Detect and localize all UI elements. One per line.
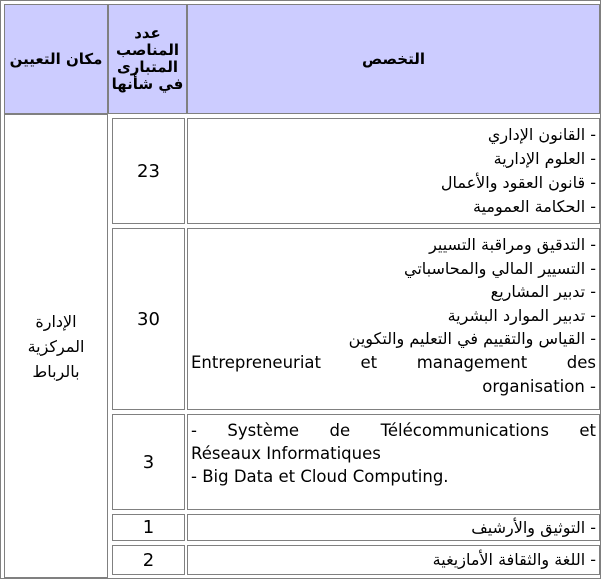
row-count (112, 228, 185, 410)
header-specialty (187, 4, 600, 114)
place-line: بالرباط (32, 361, 80, 381)
specialty-item: - التوثيق والأرشيف (471, 518, 596, 537)
place-line: المركزية (27, 336, 85, 356)
specialty-item: - الحكامة العمومية (473, 197, 596, 216)
place-line: الإدارة (35, 311, 77, 331)
header-place-label: مكان التعيين (9, 50, 103, 68)
specialty-item: - القانون الإداري (487, 125, 596, 144)
specialty-item: - تدبير الموارد البشرية (447, 305, 596, 325)
header-count-line: في شأنها (111, 75, 184, 93)
row-specialties (187, 228, 600, 410)
specialty-item: - التدقيق ومراقبة التسيير (429, 235, 596, 254)
header-count-line: المناصب (116, 41, 179, 59)
row-count-value: 1 (142, 517, 155, 538)
row-specialties (187, 545, 600, 575)
specialty-item: - التسيير المالي والمحاسباتي (404, 258, 596, 278)
row-count (112, 118, 185, 224)
specialty-item-fr: - Big Data et Cloud Computing. (191, 467, 449, 486)
row-count-value: 30 (137, 308, 160, 330)
specialty-item: - اللغة والثقافة الأمازيغية (432, 550, 596, 569)
specialty-item: - العلوم الإدارية (493, 149, 596, 168)
specialty-item: - قانون العقود والأعمال (440, 173, 596, 192)
specialty-item: - تدبير المشاريع (490, 282, 596, 301)
row-count (112, 545, 185, 575)
row-count (112, 514, 185, 541)
specialty-item-fr: - Système de Télécommunications et (191, 421, 596, 440)
header-count-line: المتبارى (116, 58, 179, 76)
row-specialties (187, 118, 600, 224)
specialty-item-latin-end: organisation - (482, 376, 596, 396)
row-specialties (187, 514, 600, 541)
row-count-value: 3 (142, 451, 155, 473)
header-count (108, 4, 187, 114)
specialty-item-fr: Réseaux Informatiques (191, 444, 381, 463)
row-count (112, 414, 185, 510)
row-count-value: 2 (142, 549, 155, 571)
row-count-value: 23 (137, 160, 160, 182)
header-specialty-label: التخصص (362, 50, 425, 68)
place-cell (4, 114, 108, 578)
specialty-item: - القياس والتقييم في التعليم والتكوين (348, 329, 596, 348)
header-place (4, 4, 108, 114)
header-count-line: عدد (134, 24, 161, 42)
row-specialties (187, 414, 600, 510)
specialty-item-latin: Entrepreneuriat et management des (191, 352, 596, 372)
